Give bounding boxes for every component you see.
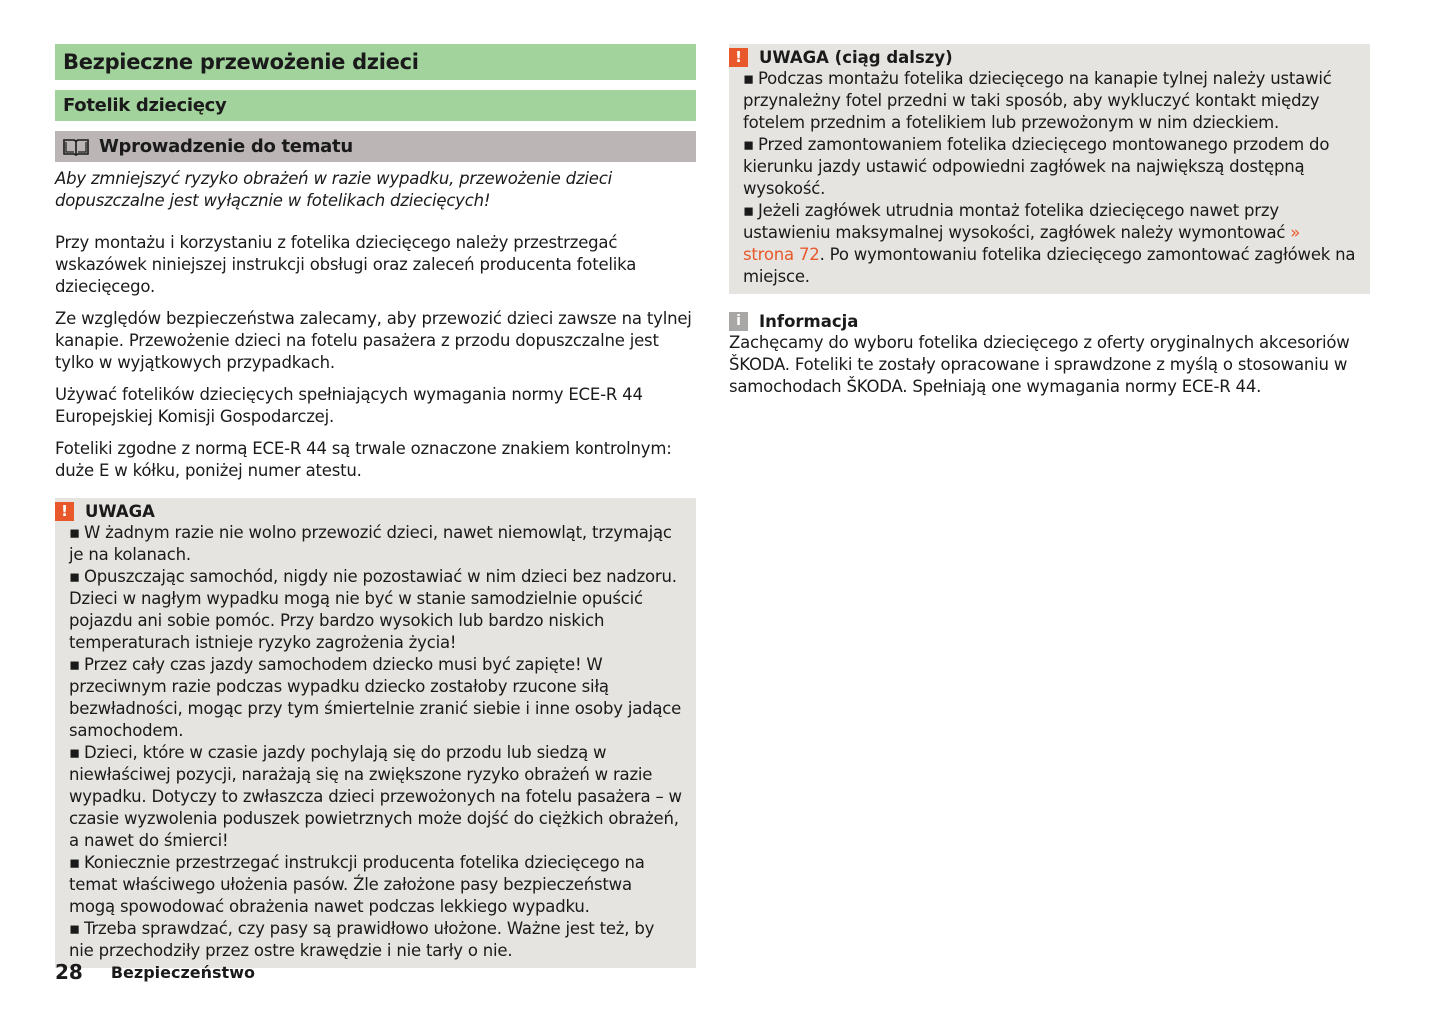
warning-item: ▪ Przed zamontowaniem fotelika dziecięcego montowanego przodem do kierunku jazdy ustawić odpowiedni zagłówek na największą dostępną wysokość. bbox=[743, 134, 1356, 200]
warning-item: ▪ W żadnym razie nie wolno przewozić dzieci, nawet niemowląt, trzymając je na kolanach. bbox=[69, 522, 682, 566]
section-name: Bezpieczeństwo bbox=[110, 962, 255, 982]
warning-item: ▪ Trzeba sprawdzać, czy pasy są prawidłowo ułożone. Ważne jest też, by nie przechodziły przez ostre krawędzie i nie tarły o nie. bbox=[69, 918, 682, 962]
intro-text: Aby zmniejszyć ryzyko obrażeń w razie wypadku, przewożenie dzieci dopuszczalne jest wyłącznie w fotelikach dziecięcych! bbox=[55, 169, 612, 210]
topic-heading bbox=[55, 131, 696, 162]
warning-item: ▪ Koniecznie przestrzegać instrukcji producenta fotelika dziecięcego na temat właściwego ułożenia pasów. Źle założone pasy bezpieczeństwa mogą spowodować obrażenia nawet podczas lekkiego wypadku. bbox=[69, 852, 682, 918]
warning-box bbox=[55, 498, 696, 968]
warning-item: ▪ Przez cały czas jazdy samochodem dziecko musi być zapięte! W przeciwnym razie podczas wypadku dziecko zostałoby rzucone siłą bezwładności, mogąc przy tym śmiertelnie zranić siebie i inne osoby jadące samochodem. bbox=[69, 654, 682, 742]
book-icon bbox=[63, 138, 89, 156]
info-box bbox=[729, 310, 1370, 398]
paragraph: Ze względów bezpieczeństwa zalecamy, aby przewozić dzieci zawsze na tylnej kanapie. Przewożenie dzieci na fotelu pasażera z przodu dopuszczalne jest tylko w wyjątkowych przypadkach. bbox=[55, 309, 692, 372]
info-icon: i bbox=[729, 312, 748, 331]
warning-header bbox=[729, 46, 1356, 68]
info-text: Zachęcamy do wyboru fotelika dziecięcego z oferty oryginalnych akcesoriów ŠKODA. Foteliki te zostały opracowane i sprawdzone z myślą o stosowaniu w samochodach ŠKODA. Spełniają one wymagania normy ECE-R 44. bbox=[729, 333, 1350, 396]
paragraph: Przy montażu i korzystaniu z fotelika dziecięcego należy przestrzegać wskazówek niniejszej instrukcji obsługi oraz zaleceń producenta fotelika dziecięcego. bbox=[55, 233, 637, 296]
warning-title: UWAGA (ciąg dalszy) bbox=[759, 47, 953, 67]
warning-icon: ! bbox=[729, 48, 748, 67]
warning-continued-box bbox=[729, 44, 1370, 294]
warning-title: UWAGA bbox=[85, 501, 155, 521]
right-column bbox=[729, 44, 1370, 398]
page-footer bbox=[55, 960, 255, 984]
page-reference-link[interactable]: » strona 72 bbox=[743, 223, 1301, 264]
subsection-heading: Fotelik dziecięcy bbox=[55, 90, 696, 121]
section-heading: Bezpieczne przewożenie dzieci bbox=[55, 44, 696, 80]
warning-item bbox=[743, 200, 1356, 288]
topic-heading-label: Wprowadzenie do tematu bbox=[99, 136, 353, 157]
warning-header bbox=[55, 500, 682, 522]
warning-icon: ! bbox=[55, 502, 74, 521]
info-title: Informacja bbox=[759, 311, 859, 331]
warning-item-text: Jeżeli zagłówek utrudnia montaż fotelika dziecięcego nawet przy ustawieniu maksymalnej wysokości, zagłówek należy wymontować bbox=[743, 201, 1291, 242]
warning-item: ▪ Podczas montażu fotelika dziecięcego na kanapie tylnej należy ustawić przynależny fotel przedni w taki sposób, aby wykluczyć kontakt między fotelem przednim a fotelikiem lub przewożonym w nim dzieckiem. bbox=[743, 68, 1356, 134]
paragraph: Foteliki zgodne z normą ECE-R 44 są trwale oznaczone znakiem kontrolnym: duże E w kółku, poniżej numer atestu. bbox=[55, 439, 672, 480]
warning-item: ▪ Opuszczając samochód, nigdy nie pozostawiać w nim dzieci bez nadzoru. Dzieci w nagłym wypadku mogą nie być w stanie samodzielnie opuścić pojazdu ani sobie pomóc. Przy bardzo wysokich lub bardzo niskich temperaturach istnieje ryzyko zagrożenia życia! bbox=[69, 566, 682, 654]
paragraph: Używać fotelików dziecięcych spełniających wymagania normy ECE-R 44 Europejskiej Komisji Gospodarczej. bbox=[55, 385, 643, 426]
left-column bbox=[55, 44, 696, 968]
page-number: 28 bbox=[55, 960, 83, 984]
warning-item: ▪ Dzieci, które w czasie jazdy pochylają się do przodu lub siedzą w niewłaściwej pozycji, narażają się na zwiększone ryzyko obrażeń w razie wypadku. Dotyczy to zwłaszcza dzieci przewożonych na fotelu pasażera – w czasie wyzwolenia poduszek powietrznych może dojść do ciężkich obrażeń, a nawet do śmierci! bbox=[69, 742, 682, 852]
info-header bbox=[729, 310, 1370, 332]
warning-item-text: . Po wymontowaniu fotelika dziecięcego zamontować zagłówek na miejsce. bbox=[743, 245, 1356, 286]
